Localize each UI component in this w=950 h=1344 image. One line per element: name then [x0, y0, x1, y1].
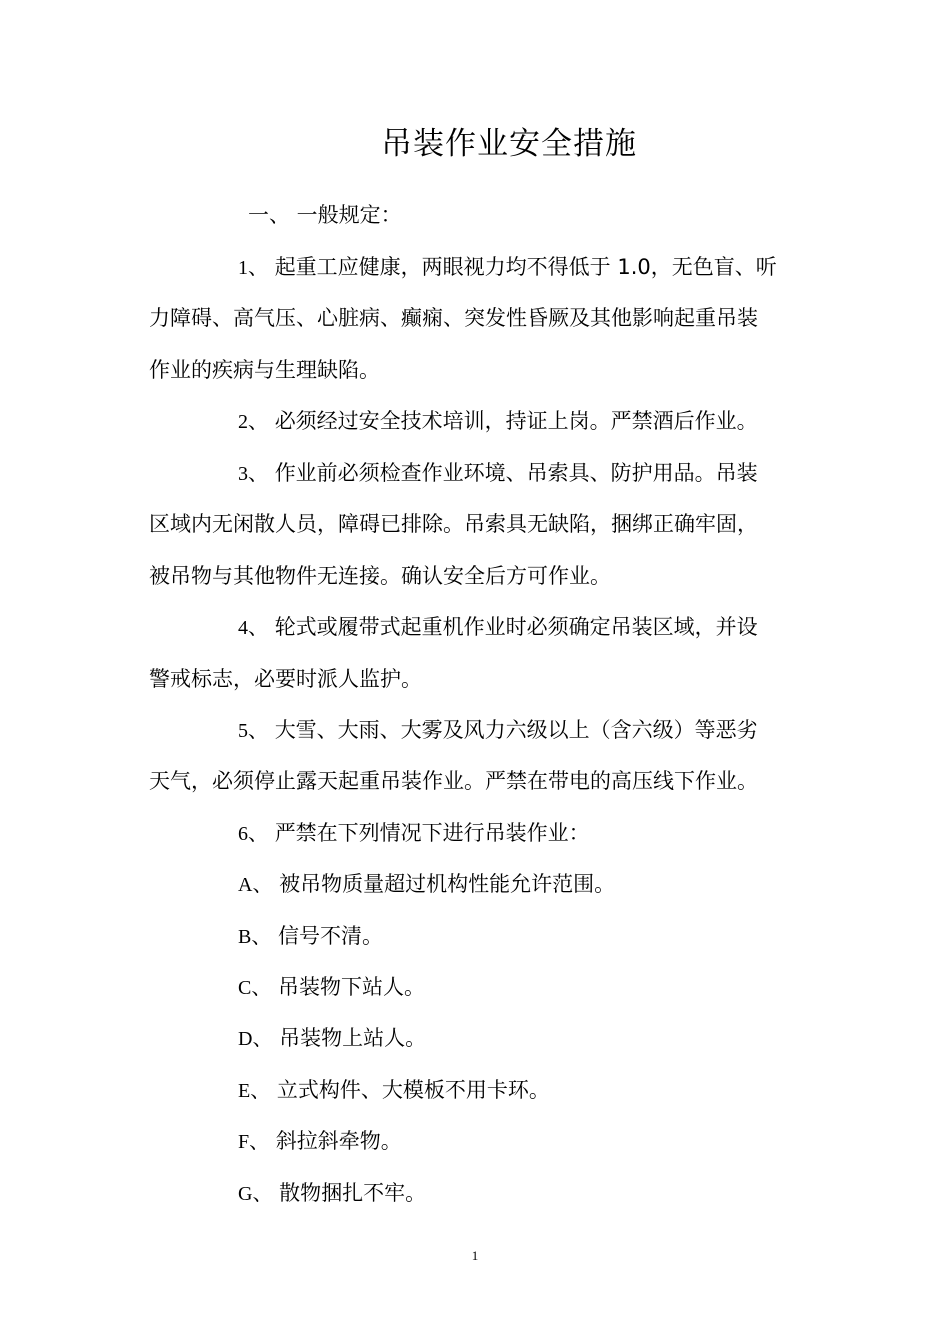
- item-4-text-line-2: 警戒标志，必要时派人监护。: [149, 667, 422, 691]
- item-6-first-line: [238, 818, 590, 849]
- item-1-number: 1、: [238, 257, 268, 279]
- subitem-f: [238, 1126, 402, 1157]
- item-4-first-line: [238, 612, 758, 643]
- item-5-text-line-2: 天气，必须停止露天起重吊装作业。严禁在带电的高压线下作业。: [149, 769, 758, 793]
- subitem-b-letter: B、: [238, 926, 272, 948]
- item-6-number: 6、: [238, 823, 268, 845]
- subitem-d: [238, 1023, 426, 1054]
- item-1-text-line-2: 力障碍、高气压、心脏病、癫痫、突发性昏厥及其他影响起重吊装: [149, 306, 758, 330]
- item-2-text-line-1: 必须经过安全技术培训，持证上岗。严禁酒后作业。: [274, 409, 758, 433]
- item-4-number: 4、: [238, 617, 268, 639]
- subitem-f-text: 斜拉斜牵物。: [275, 1129, 402, 1153]
- item-5-number: 5、: [238, 720, 268, 742]
- item-1-text-line-3: 作业的疾病与生理缺陷。: [149, 358, 380, 382]
- subitem-a-letter: A、: [238, 874, 273, 896]
- subitem-g: [238, 1178, 426, 1209]
- subitem-a-text: 被吊物质量超过机构性能允许范围。: [279, 872, 616, 896]
- subitem-d-letter: D、: [238, 1028, 273, 1050]
- item-3-number: 3、: [238, 463, 268, 485]
- item-3-first-line: [238, 458, 758, 489]
- subitem-g-letter: G、: [238, 1183, 273, 1205]
- item-1-first-line: [238, 252, 777, 283]
- page-number: 1: [471, 1248, 479, 1263]
- section-heading: 一、 一般规定：: [248, 203, 402, 227]
- subitem-e-letter: E、: [238, 1080, 271, 1102]
- subitem-c-letter: C、: [238, 977, 272, 999]
- subitem-d-text: 吊装物上站人。: [279, 1026, 427, 1050]
- subitem-e-text: 立式构件、大模板不用卡环。: [276, 1078, 550, 1102]
- subitem-e: [238, 1075, 550, 1106]
- item-2-first-line: [238, 406, 758, 437]
- document-title: 吊装作业安全措施: [381, 126, 637, 162]
- subitem-g-text: 散物捆扎不牢。: [279, 1181, 427, 1205]
- subitem-b: [238, 921, 383, 952]
- subitem-f-letter: F、: [238, 1131, 270, 1153]
- item-5-first-line: [238, 715, 758, 746]
- item-3-text-line-3: 被吊物与其他物件无连接。确认安全后方可作业。: [149, 564, 611, 588]
- subitem-c-text: 吊装物下站人。: [278, 975, 426, 999]
- subitem-a: [238, 869, 615, 900]
- item-3-text-line-2: 区域内无闲散人员，障碍已排除。吊索具无缺陷，捆绑正确牢固，: [149, 512, 758, 536]
- subitem-c: [238, 972, 425, 1003]
- item-2-number: 2、: [238, 411, 268, 433]
- item-5-text-line-1: 大雪、大雨、大雾及风力六级以上（含六级）等恶劣: [274, 718, 758, 742]
- item-4-text-line-1: 轮式或履带式起重机作业时必须确定吊装区域，并设: [274, 615, 758, 639]
- item-3-text-line-1: 作业前必须检查作业环境、吊索具、防护用品。吊装: [274, 461, 758, 485]
- item-1-text-line-1: 起重工应健康，两眼视力均不得低于 1.0，无色盲、听: [274, 255, 777, 279]
- item-6-text-line-1: 严禁在下列情况下进行吊装作业：: [274, 821, 590, 845]
- subitem-b-text: 信号不清。: [278, 924, 384, 948]
